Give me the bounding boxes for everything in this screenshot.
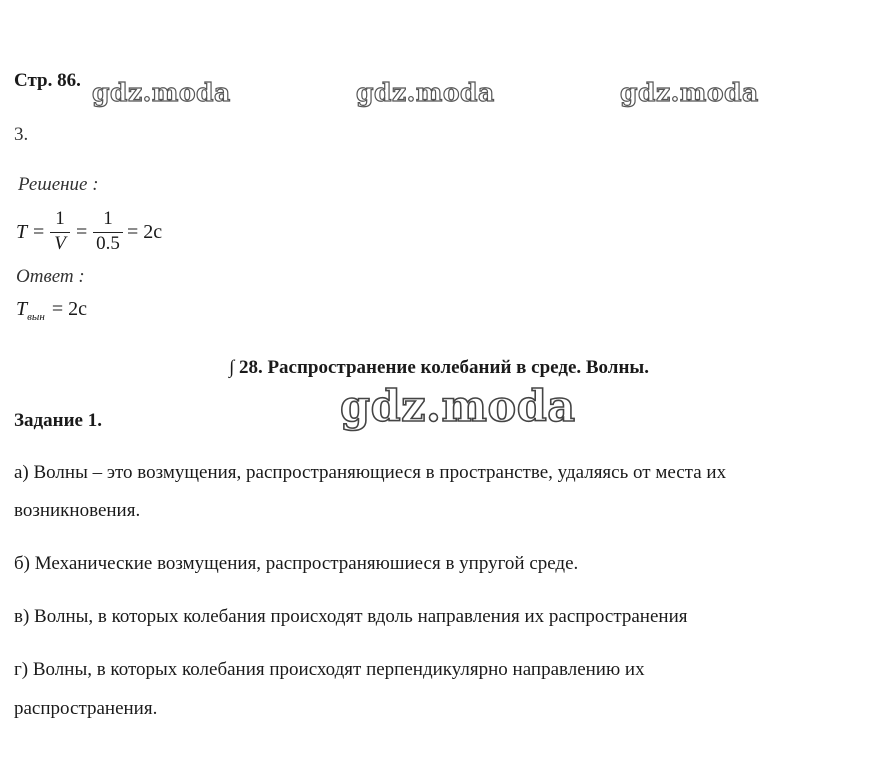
- task-title: Задание 1.: [14, 410, 102, 431]
- solution-label: Решение :: [18, 174, 99, 195]
- fraction-2: [93, 208, 123, 255]
- fraction-1-denominator: V: [54, 233, 66, 254]
- answer-symbol: T: [16, 298, 28, 320]
- answer-subscript: вын: [27, 311, 45, 323]
- watermark-4: gdz.moda: [340, 382, 576, 432]
- answer-d-line-2: распространения.: [14, 698, 158, 719]
- formula-equals-2: =: [76, 221, 88, 243]
- fraction-2-denominator: 0.5: [96, 233, 120, 254]
- answer-c: в) Волны, в которых колебания происходят вдоль направления их распространения: [14, 606, 688, 627]
- formula-lhs: T: [16, 221, 28, 243]
- page-reference: Стр. 86.: [14, 70, 81, 91]
- watermark-3: gdz.moda: [620, 78, 759, 107]
- fraction-1-numerator: 1: [55, 208, 65, 229]
- answer-b: б) Механические возмущения, распространяюшиеся в упругой среде.: [14, 553, 579, 574]
- answer-a-line-2: возникновения.: [14, 500, 141, 521]
- task-number: 3.: [14, 124, 29, 145]
- fraction-2-numerator: 1: [103, 208, 113, 229]
- answer-value: = 2c: [51, 298, 87, 320]
- answer-d-line-1: г) Волны, в которых колебания происходят перпендикулярно направлению их: [14, 659, 645, 680]
- formula-equals-1: =: [33, 221, 45, 243]
- fraction-1: [50, 208, 70, 255]
- formula-result: = 2c: [127, 221, 163, 243]
- section-title: ∫ 28. Распространение колебаний в среде. Волны.: [228, 357, 649, 378]
- answer-a-line-1: а) Волны – это возмущения, распространяющиеся в пространстве, удаляясь от места их: [14, 462, 727, 483]
- answer-label: Ответ :: [16, 266, 85, 287]
- answer-formula: [16, 298, 87, 321]
- watermark-1: gdz.moda: [92, 78, 231, 107]
- watermark-2: gdz.moda: [356, 78, 495, 107]
